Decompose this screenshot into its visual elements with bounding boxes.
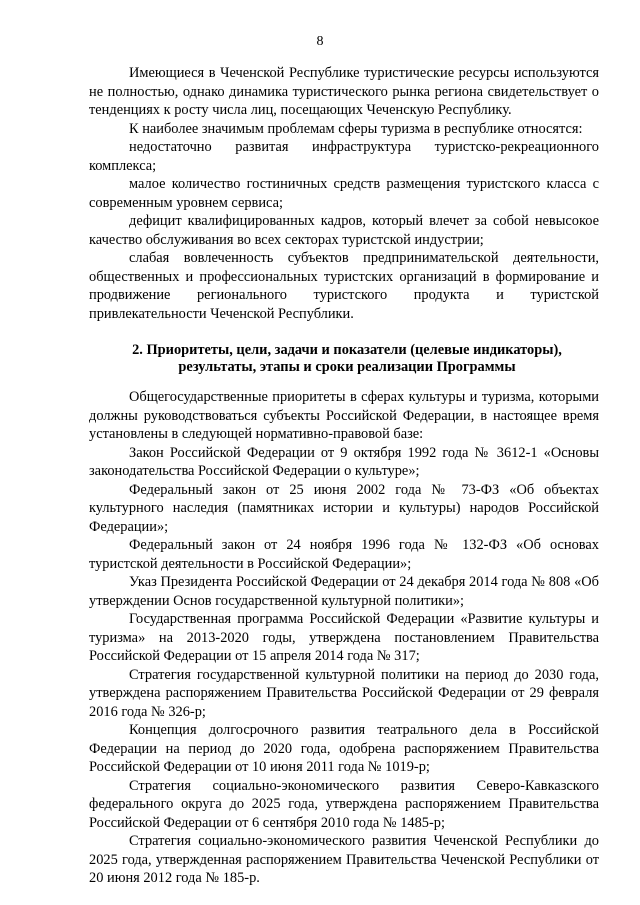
paragraph-theatre-concept: Концепция долгосрочного развития театрального дела в Российской Федерации на период до 2020 года, одобрена распоряжением Правительства Российской Федерации от 10 июня 2011 года № 1019-р; <box>89 722 599 775</box>
paragraph-problem-staff: дефицит квалифицированных кадров, который влечет за собой невысокое качество обслуживания во всех секторах туристской индустрии; <box>89 213 599 248</box>
paragraph-tourism-resources: Имеющиеся в Чеченской Республике туристические ресурсы используются не полностью, однако динамика туристического рынка региона свидетельствует о тенденциях к росту числа лиц, посещающих Чеченскую Республику. <box>89 65 599 118</box>
paragraph-law-tourism: Федеральный закон от 24 ноября 1996 года № 132-ФЗ «Об основах туристской деятельности в Российской Федерации»; <box>89 537 599 572</box>
paragraph-problem-infrastructure: недостаточно развитая инфраструктура туристско-рекреационного комплекса; <box>89 139 599 174</box>
paragraph-law-heritage: Федеральный закон от 25 июня 2002 года № 73-ФЗ «Об объектах культурного наследия (памятниках истории и культуры) народов Российской Федерации»; <box>89 481 599 535</box>
paragraph-presidential-decree: Указ Президента Российской Федерации от 24 декабря 2014 года № 808 «Об утверждении Основ государственной культурной политики»; <box>89 574 599 609</box>
paragraph-state-program: Государственная программа Российской Федерации «Развитие культуры и туризма» на 2013-2020 годы, утверждена постановлением Правительства Российской Федерации от 15 апреля 2014 года № 317; <box>89 611 599 664</box>
paragraph-problem-hotels: малое количество гостиничных средств размещения туристского класса с современным уровнем сервиса; <box>89 176 599 211</box>
paragraph-problem-involvement: слабая вовлеченность субъектов предпринимательской деятельности, общественных и профессиональных туристских организаций в формирование и продвижение регионального туристского продукта и туристской привлекательности Чеченской Республики. <box>89 250 599 322</box>
paragraph-chechen-strategy: Стратегия социально-экономического развития Чеченской Республики до 2025 года, утвержденная распоряжением Правительства Чеченской Республики от 20 июня 2012 года № 185-р. <box>89 833 599 886</box>
paragraph-priorities: Общегосударственные приоритеты в сферах культуры и туризма, которыми должны руководствоваться субъекты Российской Федерации, в настоящее время установлены в следующей нормативно-правовой базе: <box>89 389 599 442</box>
section-heading-line1: 2. Приоритеты, цели, задачи и показатели (целевые индикаторы), <box>132 342 562 358</box>
paragraph-problems-intro: К наиболее значимым проблемам сферы туризма в республике относятся: <box>129 120 583 137</box>
document-body <box>89 64 599 888</box>
paragraph-north-caucasus-strategy: Стратегия социально-экономического развития Северо-Кавказского федерального округа до 2025 года, утверждена распоряжением Правительства Российской Федерации от 6 сентября 2010 года № 1485-р; <box>89 777 599 831</box>
paragraph-culture-strategy: Стратегия государственной культурной политики на период до 2030 года, утверждена распоряжением Правительства Российской Федерации от 29 февраля 2016 года № 326-р; <box>89 666 599 720</box>
paragraph-law-culture: Закон Российской Федерации от 9 октября 1992 года № 3612-1 «Основы законодательства Российской Федерации о культуре»; <box>89 444 599 479</box>
section-heading <box>89 342 599 376</box>
section-heading-line2: результаты, этапы и сроки реализации Программы <box>178 359 516 375</box>
page-number: 8 <box>316 34 324 49</box>
